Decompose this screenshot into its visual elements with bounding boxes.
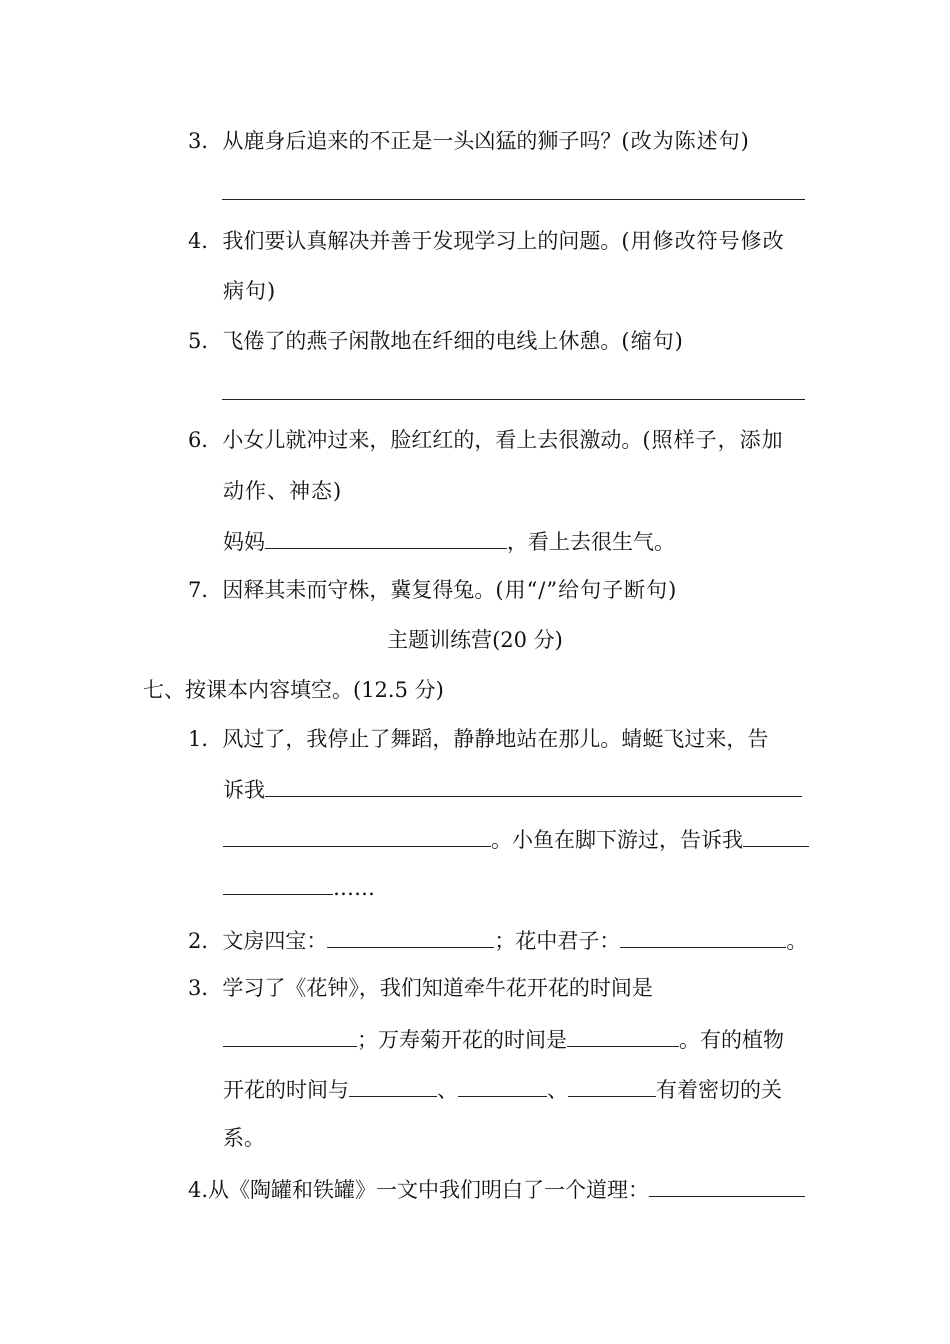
question-text: 因释其耒而守株，冀复得兔。 <box>222 578 496 602</box>
question-number: 4． <box>188 229 223 253</box>
answer-blank[interactable] <box>743 824 809 847</box>
answer-blank[interactable] <box>265 774 802 797</box>
answer-prefix: 妈妈 <box>223 530 265 554</box>
fill-item-1 <box>188 725 768 753</box>
question-text: 从鹿身后追来的不正是一头凶猛的狮子吗？ <box>222 129 622 153</box>
fill-item-1-line3 <box>223 824 809 854</box>
answer-blank[interactable] <box>620 925 786 948</box>
fill-item-1-line2 <box>223 774 802 804</box>
fill-item-3-line4: 系。 <box>223 1126 265 1150</box>
ellipsis: …… <box>333 876 375 900</box>
section-title: 主题训练营(20 分) <box>387 628 563 652</box>
question-text: 飞倦了的燕子闲散地在纤细的电线上休憩。 <box>222 329 622 353</box>
question-hint-continued: 病句) <box>223 279 277 303</box>
fill-item-3-line2 <box>223 1024 784 1054</box>
item-text: 。小鱼在脚下游过，告诉我 <box>491 828 743 852</box>
question-hint: (照样子，添加 <box>642 428 784 452</box>
item-number: 3． <box>188 976 223 1000</box>
item-text: 文房四宝： <box>222 929 328 953</box>
question-hint: (用“/”给句子断句) <box>495 578 678 602</box>
part-heading: 七、按课本内容填空。(12.5 分) <box>143 678 444 702</box>
answer-blank[interactable] <box>568 1074 656 1097</box>
question-5 <box>188 327 684 355</box>
item-text: 有着密切的关 <box>656 1078 782 1102</box>
item-text: 学习了《花钟》，我们知道牵牛花开花的时间是 <box>222 976 653 1000</box>
question-hint: (用修改符号修改 <box>621 229 785 253</box>
item-number: 1． <box>188 727 223 751</box>
question-number: 3． <box>188 129 223 153</box>
question-hint: (改为陈述句) <box>621 129 750 153</box>
question-6-answer <box>223 526 675 556</box>
question-hint-continued: 动作、神态) <box>223 479 343 503</box>
fill-item-3-line3 <box>223 1074 782 1104</box>
question-hint: (缩句) <box>621 329 684 353</box>
fill-item-3 <box>188 974 653 1002</box>
fill-item-4 <box>188 1174 805 1204</box>
item-number: 4. <box>188 1178 209 1202</box>
item-text: 风过了，我停止了舞蹈，静静地站在那儿。蜻蜓飞过来，告 <box>222 727 769 751</box>
answer-line[interactable] <box>222 399 805 400</box>
fill-item-1-line4 <box>223 872 375 902</box>
question-4 <box>188 227 785 255</box>
answer-suffix: ，看上去很生气。 <box>507 530 675 554</box>
answer-blank[interactable] <box>223 1024 357 1047</box>
item-end: 。 <box>786 929 808 953</box>
question-number: 7． <box>188 578 223 602</box>
question-number: 5． <box>188 329 223 353</box>
answer-blank[interactable] <box>223 872 333 895</box>
answer-blank[interactable] <box>567 1024 679 1047</box>
answer-line[interactable] <box>222 199 805 200</box>
answer-blank[interactable] <box>223 824 491 847</box>
item-number: 2． <box>188 929 223 953</box>
item-text: 诉我 <box>223 778 265 802</box>
answer-blank[interactable] <box>349 1074 437 1097</box>
item-text: ；花中君子： <box>494 929 621 953</box>
question-number: 6． <box>188 428 223 452</box>
item-text: 。有的植物 <box>679 1028 784 1052</box>
item-text: 从《陶罐和铁罐》一文中我们明白了一个道理： <box>208 1178 650 1202</box>
question-6 <box>188 426 784 454</box>
item-text: ；万寿菊开花的时间是 <box>357 1028 567 1052</box>
item-text: 开花的时间与 <box>223 1078 349 1102</box>
answer-blank[interactable] <box>327 925 494 948</box>
question-text: 我们要认真解决并善于发现学习上的问题。 <box>222 229 622 253</box>
answer-blank[interactable] <box>458 1074 547 1097</box>
answer-blank[interactable] <box>265 526 507 549</box>
answer-blank[interactable] <box>649 1174 805 1197</box>
separator: 、 <box>547 1078 568 1102</box>
separator: 、 <box>437 1078 458 1102</box>
fill-item-2 <box>188 925 807 955</box>
question-text: 小女儿就冲过来，脸红红的，看上去很激动。 <box>222 428 643 452</box>
question-3 <box>188 127 750 155</box>
question-7 <box>188 576 677 604</box>
